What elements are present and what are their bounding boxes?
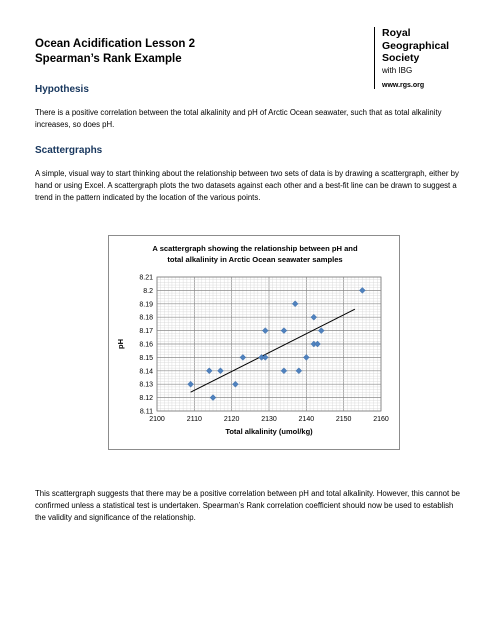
- y-tick-label: 8.11: [139, 408, 153, 416]
- chart-title-line-2: total alkalinity in Arctic Ocean seawater samples: [167, 255, 343, 264]
- logo-line-1: Royal: [382, 27, 411, 39]
- data-point-marker: [232, 381, 238, 387]
- x-tick-label: 2120: [223, 416, 240, 423]
- data-point-marker: [359, 287, 365, 293]
- data-point-marker: [292, 301, 298, 307]
- x-axis-label: Total alkalinity (umol/kg): [225, 427, 313, 436]
- y-tick-label: 8.16: [139, 341, 153, 349]
- logo-wordmark: [382, 27, 449, 65]
- title-line-1: Ocean Acidification Lesson 2: [35, 38, 195, 50]
- data-point-marker: [303, 354, 309, 360]
- chart-plot: [109, 236, 401, 451]
- x-tick-label: 2100: [149, 416, 165, 423]
- data-point-marker: [217, 368, 223, 374]
- x-tick-label: 2140: [298, 416, 315, 423]
- y-tick-label: 8.15: [139, 354, 153, 362]
- y-axis-label: pH: [116, 339, 125, 349]
- data-point-marker: [188, 381, 194, 387]
- scatter-chart: [108, 235, 400, 450]
- y-tick-label: 8.21: [139, 274, 153, 282]
- data-point-marker: [318, 328, 324, 334]
- conclusion-text: This scattergraph suggests that there may be a positive correlation between pH and total alkalinity. However, this cannot be confirmed unless a statistical test is undertaken. Spearman’s Rank correlation coefficient should now be used to establish the validity and significance of the relationship.: [35, 489, 461, 522]
- document-title: [35, 37, 195, 67]
- data-point-marker: [315, 341, 321, 347]
- y-tick-label: 8.14: [139, 368, 153, 376]
- y-tick-label: 8.18: [139, 314, 153, 322]
- data-point-marker: [262, 328, 268, 334]
- y-tick-label: 8.2: [143, 287, 153, 295]
- hypothesis-heading: Hypothesis: [35, 84, 89, 95]
- scattergraphs-heading: Scattergraphs: [35, 145, 103, 156]
- chart-title-line-1: A scattergraph showing the relationship between pH and: [152, 244, 358, 253]
- gridlines: [157, 277, 381, 411]
- data-point-marker: [281, 368, 287, 374]
- data-point-marker: [240, 354, 246, 360]
- logo-url: www.rgs.org: [382, 82, 425, 89]
- title-line-2: Spearman’s Rank Example: [35, 53, 182, 65]
- x-tick-label: 2150: [335, 416, 352, 423]
- logo-subtitle: with IBG: [382, 66, 413, 75]
- x-tick-label: 2130: [261, 416, 277, 423]
- y-tick-label: 8.12: [139, 395, 153, 403]
- hypothesis-text: There is a positive correlation between the total alkalinity and pH of Arctic Ocean seawater, such that as total alkalinity increases, so does pH.: [35, 108, 442, 129]
- scattergraphs-text: A simple, visual way to start thinking about the relationship between two sets of data is by drawing a scattergraph, either by hand or using Excel. A scattergraph plots the two datasets against each other and a best-fit line can be drawn to suggest a trend in the pattern indicated by the location of the various points.: [35, 169, 459, 202]
- y-tick-label: 8.13: [139, 381, 153, 389]
- data-point-marker: [296, 368, 302, 374]
- data-point-marker: [281, 328, 287, 334]
- data-point-marker: [210, 395, 216, 401]
- data-point-marker: [206, 368, 212, 374]
- x-tick-label: 2160: [373, 416, 389, 423]
- y-tick-label: 8.19: [139, 301, 153, 309]
- y-tick-label: 8.17: [139, 328, 153, 336]
- data-point-marker: [311, 314, 317, 320]
- logo-divider: [374, 27, 375, 89]
- logo-line-3: Society: [382, 52, 420, 65]
- x-tick-label: 2110: [186, 416, 202, 423]
- logo-line-2: Geographical: [382, 39, 450, 52]
